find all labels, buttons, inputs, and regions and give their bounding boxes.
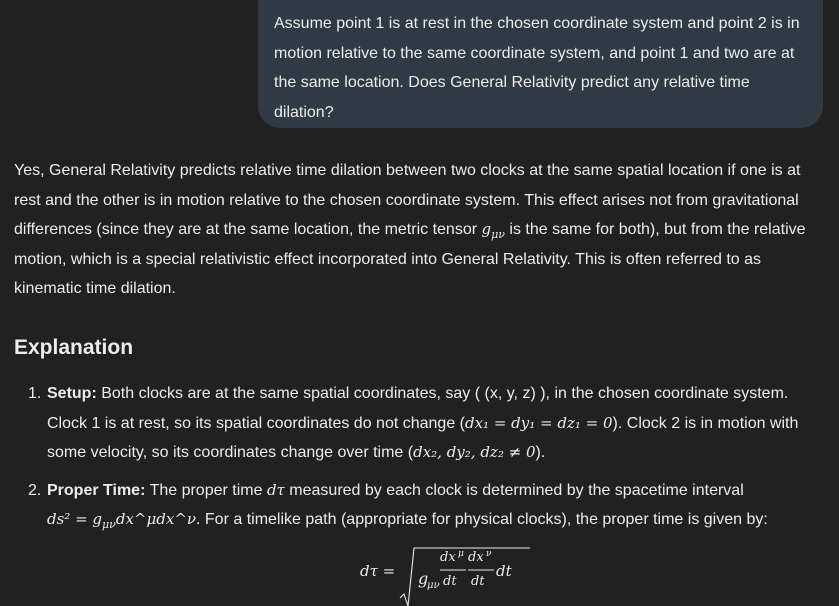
display-equation-proper-time <box>360 546 540 606</box>
section-heading-explanation: Explanation <box>14 336 134 359</box>
equation-motion: dx₂, dy₂, dz₂ ≠ 0 <box>413 443 536 461</box>
svg-text:dx: dx <box>440 550 456 565</box>
list-item-proper-time: 2. Proper Time: The proper time dτ measured by each clock is determined by the spacetime interval $ds^2 = g_{\mu\nu}dx\^{}\mu dx\^{}\nu$. For a timelike path (appropriate for physical clocks), the proper time is given by: <box>28 480 768 531</box>
item-bold-label: Proper Time: <box>47 481 146 499</box>
user-message-bubble <box>258 0 823 128</box>
intro-text-1: Yes, General Relativity predicts relative time dilation between two clocks at the same spatial location if one is at rest and the other is in motion relative to the chosen coordinate system. This effect arises not from gravitational differences (since they are at the same location, the metric tensor <box>14 162 801 238</box>
svg-text:dx: dx <box>468 550 484 565</box>
svg-text:dt: dt <box>496 562 512 580</box>
user-message-text: Assume point 1 is at rest in the chosen coordinate system and point 2 is in motion relative to the same coordinate system, and point 1 and two are at the same location. Does General Relativity predict any relative time dilation? <box>274 15 800 121</box>
assistant-answer-intro <box>14 156 829 304</box>
equation-interval: $ds^2 = g_{\mu\nu}dx\^{}\mu dx\^{}\nu$ <box>47 510 197 531</box>
equation-dtau: dτ <box>266 480 285 499</box>
svg-text:μ: μ <box>458 549 464 559</box>
svg-text:ν: ν <box>486 549 492 559</box>
explanation-list <box>14 379 829 535</box>
svg-text:g: g <box>418 569 429 588</box>
list-item-setup: 1. Setup: Both clocks are at the same spatial coordinates, say ( (x, y, z) ), in the chosen coordinate system. Clock 1 is at rest, so its spatial coordinates do not change (dx₁ = dy₁ = dz₁ = 0). Clock 2 is in motion with some velocity, so its coordinates change over time (dx₂, dy₂, dz₂ ≠ 0). <box>28 385 799 461</box>
svg-text:dt: dt <box>471 574 485 589</box>
svg-text:dt: dt <box>443 574 457 589</box>
svg-text:dτ =: dτ = <box>360 562 396 580</box>
equation-rest: dx₁ = dy₁ = dz₁ = 0 <box>465 413 613 432</box>
item-bold-label: Setup: <box>47 385 97 402</box>
metric-tensor-symbol: $g_{\mu\nu}$ <box>481 220 505 241</box>
intro-text-2: is the same for both), but from the relative motion, which is a special relativistic effect incorporated into General Relativity. This is often referred to as kinematic time dilation. <box>14 221 806 297</box>
svg-text:μν: μν <box>427 580 440 591</box>
